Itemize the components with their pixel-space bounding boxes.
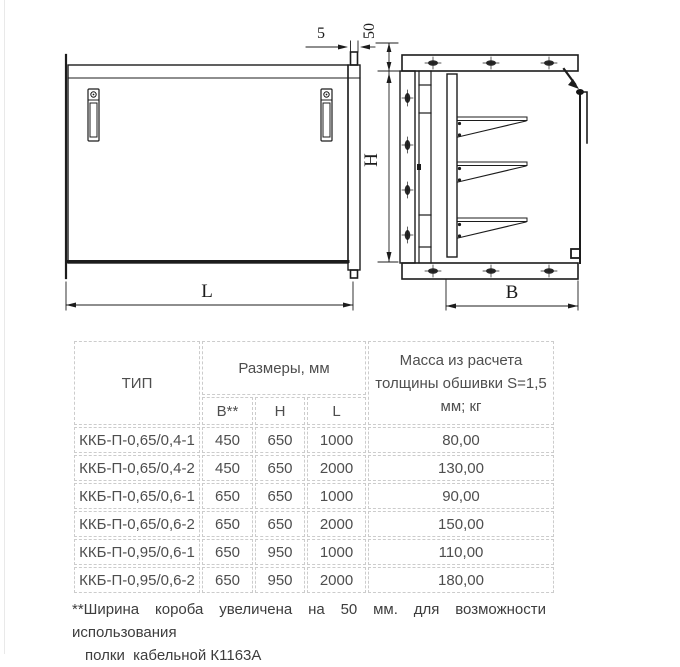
cable-rack-post xyxy=(417,71,431,263)
dim-5-label: 5 xyxy=(317,25,325,42)
cell-l: 2000 xyxy=(307,567,366,593)
cell-mass: 80,00 xyxy=(368,427,554,453)
cable-shelf-3 xyxy=(457,218,527,238)
cell-b: 650 xyxy=(202,483,253,509)
cell-type: ККБ-П-0,65/0,6-2 xyxy=(74,511,200,537)
cell-h: 650 xyxy=(255,455,305,481)
table-row xyxy=(74,567,554,593)
cell-l: 2000 xyxy=(307,511,366,537)
bottom-tab xyxy=(351,270,358,278)
table-row xyxy=(74,427,554,453)
col-header-mass: Масса из расчета толщины обшивки S=1,5 мм; кг xyxy=(368,341,554,425)
cell-mass: 130,00 xyxy=(368,455,554,481)
cell-mass: 180,00 xyxy=(368,567,554,593)
header-row-1 xyxy=(74,341,554,395)
back-wall-slots xyxy=(402,90,413,243)
dimension-length xyxy=(66,281,353,310)
cell-mass: 110,00 xyxy=(368,539,554,565)
table-row xyxy=(74,455,554,481)
side-view xyxy=(400,55,587,279)
cell-h: 650 xyxy=(255,427,305,453)
table-row xyxy=(74,483,554,509)
handle-right xyxy=(321,89,332,141)
cell-b: 650 xyxy=(202,567,253,593)
cell-h: 650 xyxy=(255,511,305,537)
top-tab xyxy=(351,52,358,65)
cell-b: 650 xyxy=(202,511,253,537)
cell-type: ККБ-П-0,65/0,4-2 xyxy=(74,455,200,481)
cell-mass: 150,00 xyxy=(368,511,554,537)
spec-table xyxy=(72,339,556,595)
cell-b: 450 xyxy=(202,427,253,453)
dimension-width xyxy=(446,280,578,310)
cell-l: 2000 xyxy=(307,455,366,481)
col-header-dimensions: Размеры, мм xyxy=(202,341,366,395)
col-header-type: ТИП xyxy=(74,341,200,425)
cell-h: 950 xyxy=(255,567,305,593)
cell-b: 450 xyxy=(202,455,253,481)
dim-50-label: 50 xyxy=(361,23,378,39)
col-header-b: В** xyxy=(202,397,253,425)
dim-b-label: B xyxy=(505,282,519,303)
cell-type: ККБ-П-0,65/0,4-1 xyxy=(74,427,200,453)
cell-h: 650 xyxy=(255,483,305,509)
col-header-l: L xyxy=(307,397,366,425)
table-row xyxy=(74,511,554,537)
right-door-strip xyxy=(348,65,360,270)
footnote xyxy=(72,598,546,667)
flange-slots xyxy=(425,57,557,277)
inner-panel xyxy=(447,74,457,257)
dim-l-label: L xyxy=(201,281,213,302)
footnote-line-1: **Ширина короба увеличена на 50 мм. для возможности использования xyxy=(72,601,546,641)
cell-type: ККБ-П-0,65/0,6-1 xyxy=(74,483,200,509)
table-row xyxy=(74,539,554,565)
cell-type: ККБ-П-0,95/0,6-2 xyxy=(74,567,200,593)
dimension-height xyxy=(361,71,398,262)
cell-type: ККБ-П-0,95/0,6-1 xyxy=(74,539,200,565)
handle-left xyxy=(88,89,99,141)
col-header-h: H xyxy=(255,397,305,425)
cell-l: 1000 xyxy=(307,539,366,565)
cell-mass: 90,00 xyxy=(368,483,554,509)
technical-drawing xyxy=(0,0,680,332)
cell-b: 650 xyxy=(202,539,253,565)
latch-detail xyxy=(564,69,587,143)
door-edge xyxy=(571,92,580,263)
footnote-line-2: полки кабельной К1163А xyxy=(85,647,262,664)
cell-h: 950 xyxy=(255,539,305,565)
front-view xyxy=(66,52,360,278)
cell-l: 1000 xyxy=(307,483,366,509)
dim-h-label: H xyxy=(361,153,382,167)
cell-l: 1000 xyxy=(307,427,366,453)
box-body xyxy=(68,65,348,263)
cable-shelf-1 xyxy=(457,117,527,137)
cable-shelf-2 xyxy=(457,162,527,182)
